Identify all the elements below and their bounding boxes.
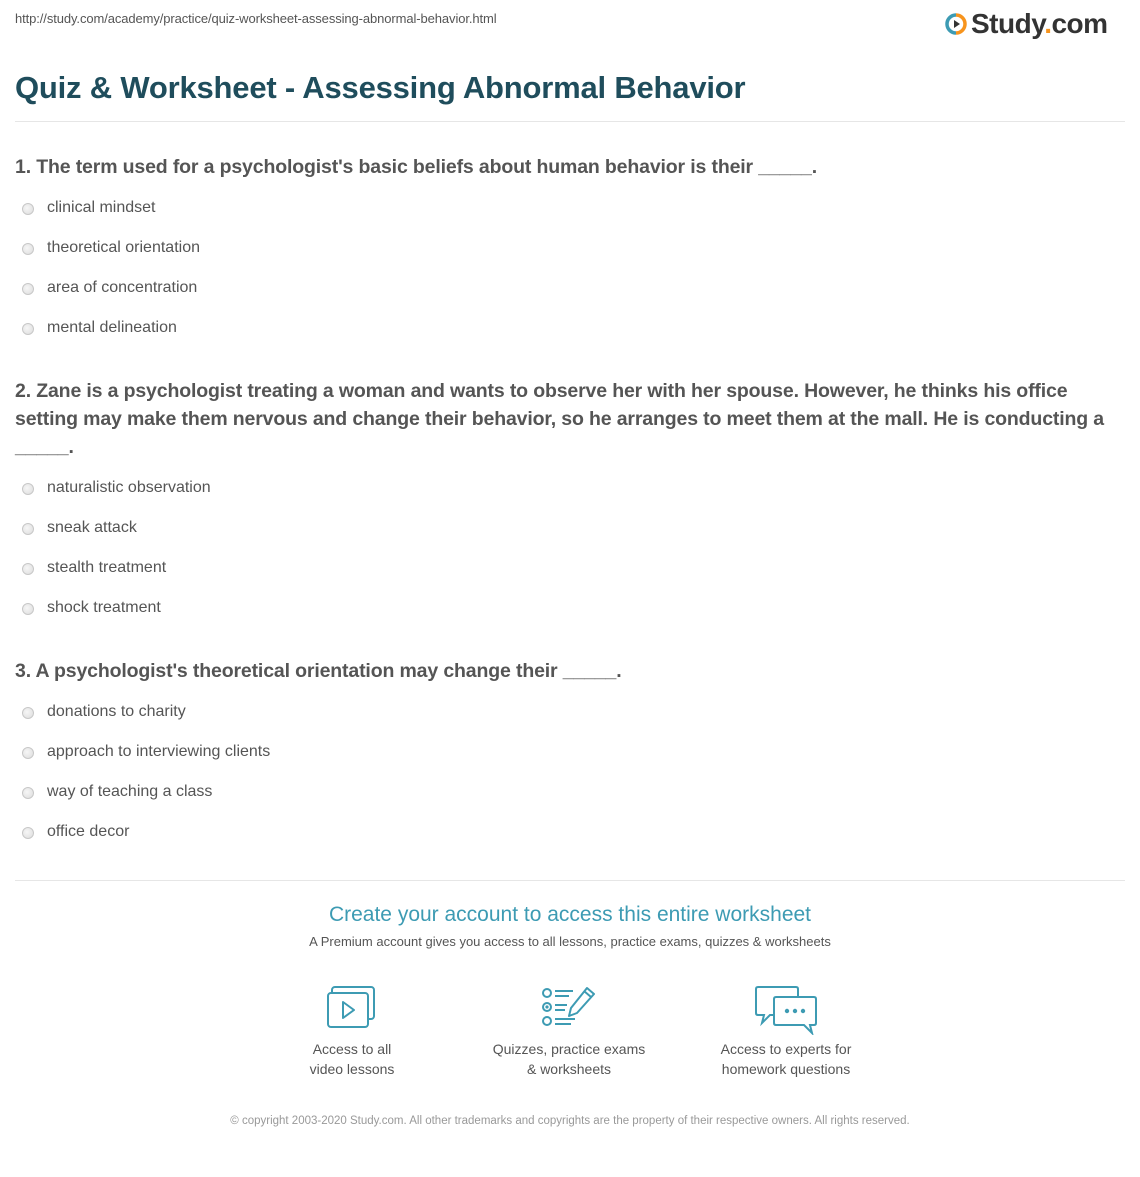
radio-button[interactable] [22, 523, 34, 535]
option-label: donations to charity [47, 703, 186, 720]
answer-option[interactable] [22, 228, 200, 268]
question-2: 2. Zane is a psychologist treating a woman and wants to observe her with her spouse. However, he thinks his office setting may make them nervous and change their behavior, so he arranges to meet them at the mall. He is conducting a _____. [15, 380, 1104, 458]
copyright-notice: © copyright 2003-2020 Study.com. All other trademarks and copyrights are the property of their respective owners. All rights reserved. [230, 1115, 910, 1127]
answer-option[interactable] [22, 188, 200, 228]
answer-option[interactable] [22, 772, 270, 812]
answer-option[interactable] [22, 468, 211, 508]
answer-option[interactable] [22, 812, 270, 852]
option-label: approach to interviewing clients [47, 743, 271, 760]
chat-bubbles-icon [754, 985, 818, 1035]
answer-option[interactable] [22, 588, 211, 628]
study-logo[interactable] [945, 9, 1108, 39]
radio-button[interactable] [22, 827, 34, 839]
radio-button[interactable] [22, 483, 34, 495]
answer-option[interactable] [22, 308, 200, 348]
radio-button[interactable] [22, 203, 34, 215]
play-circle-logo-icon [945, 13, 967, 35]
question-3-options [22, 692, 270, 852]
option-label: way of teaching a class [47, 783, 213, 800]
divider [15, 880, 1125, 881]
option-label: mental delineation [47, 319, 177, 336]
option-label: shock treatment [47, 599, 161, 616]
feature-experts [686, 985, 886, 1079]
logo-wordmark: Study.com [971, 8, 1108, 39]
radio-button[interactable] [22, 563, 34, 575]
feature-label: Access to all video lessons [309, 1041, 395, 1077]
option-label: clinical mindset [47, 199, 156, 216]
video-lessons-icon [326, 985, 378, 1029]
radio-button[interactable] [22, 323, 34, 335]
answer-option[interactable] [22, 268, 200, 308]
question-3: 3. A psychologist's theoretical orientation may change their _____. [15, 660, 622, 682]
radio-button[interactable] [22, 283, 34, 295]
premium-description: A Premium account gives you access to all lessons, practice exams, quizzes & worksheets [309, 934, 831, 949]
question-1-options [22, 188, 200, 348]
question-2-options [22, 468, 211, 628]
radio-button[interactable] [22, 707, 34, 719]
feature-video-lessons [252, 985, 452, 1079]
create-account-link[interactable]: Create your account to access this entire worksheet [328, 903, 812, 926]
answer-option[interactable] [22, 732, 270, 772]
radio-button[interactable] [22, 243, 34, 255]
radio-button[interactable] [22, 787, 34, 799]
option-label: sneak attack [47, 519, 137, 536]
option-label: stealth treatment [47, 559, 167, 576]
answer-option[interactable] [22, 548, 211, 588]
feature-label: Quizzes, practice exams & worksheets [492, 1041, 646, 1077]
feature-label: Access to experts for homework questions [720, 1041, 852, 1077]
radio-button[interactable] [22, 603, 34, 615]
page-title: Quiz & Worksheet - Assessing Abnormal Behavior [15, 70, 746, 105]
feature-quizzes [469, 985, 669, 1079]
option-label: office decor [47, 823, 130, 840]
option-label: naturalistic observation [47, 479, 211, 496]
question-1: 1. The term used for a psychologist's basic beliefs about human behavior is their _____. [15, 156, 818, 178]
quiz-checklist-icon [541, 985, 597, 1029]
answer-option[interactable] [22, 508, 211, 548]
page-url: http://study.com/academy/practice/quiz-worksheet-assessing-abnormal-behavior.html [15, 11, 497, 26]
answer-option[interactable] [22, 692, 270, 732]
option-label: theoretical orientation [47, 239, 200, 256]
radio-button[interactable] [22, 747, 34, 759]
option-label: area of concentration [47, 279, 198, 296]
divider [15, 121, 1125, 122]
